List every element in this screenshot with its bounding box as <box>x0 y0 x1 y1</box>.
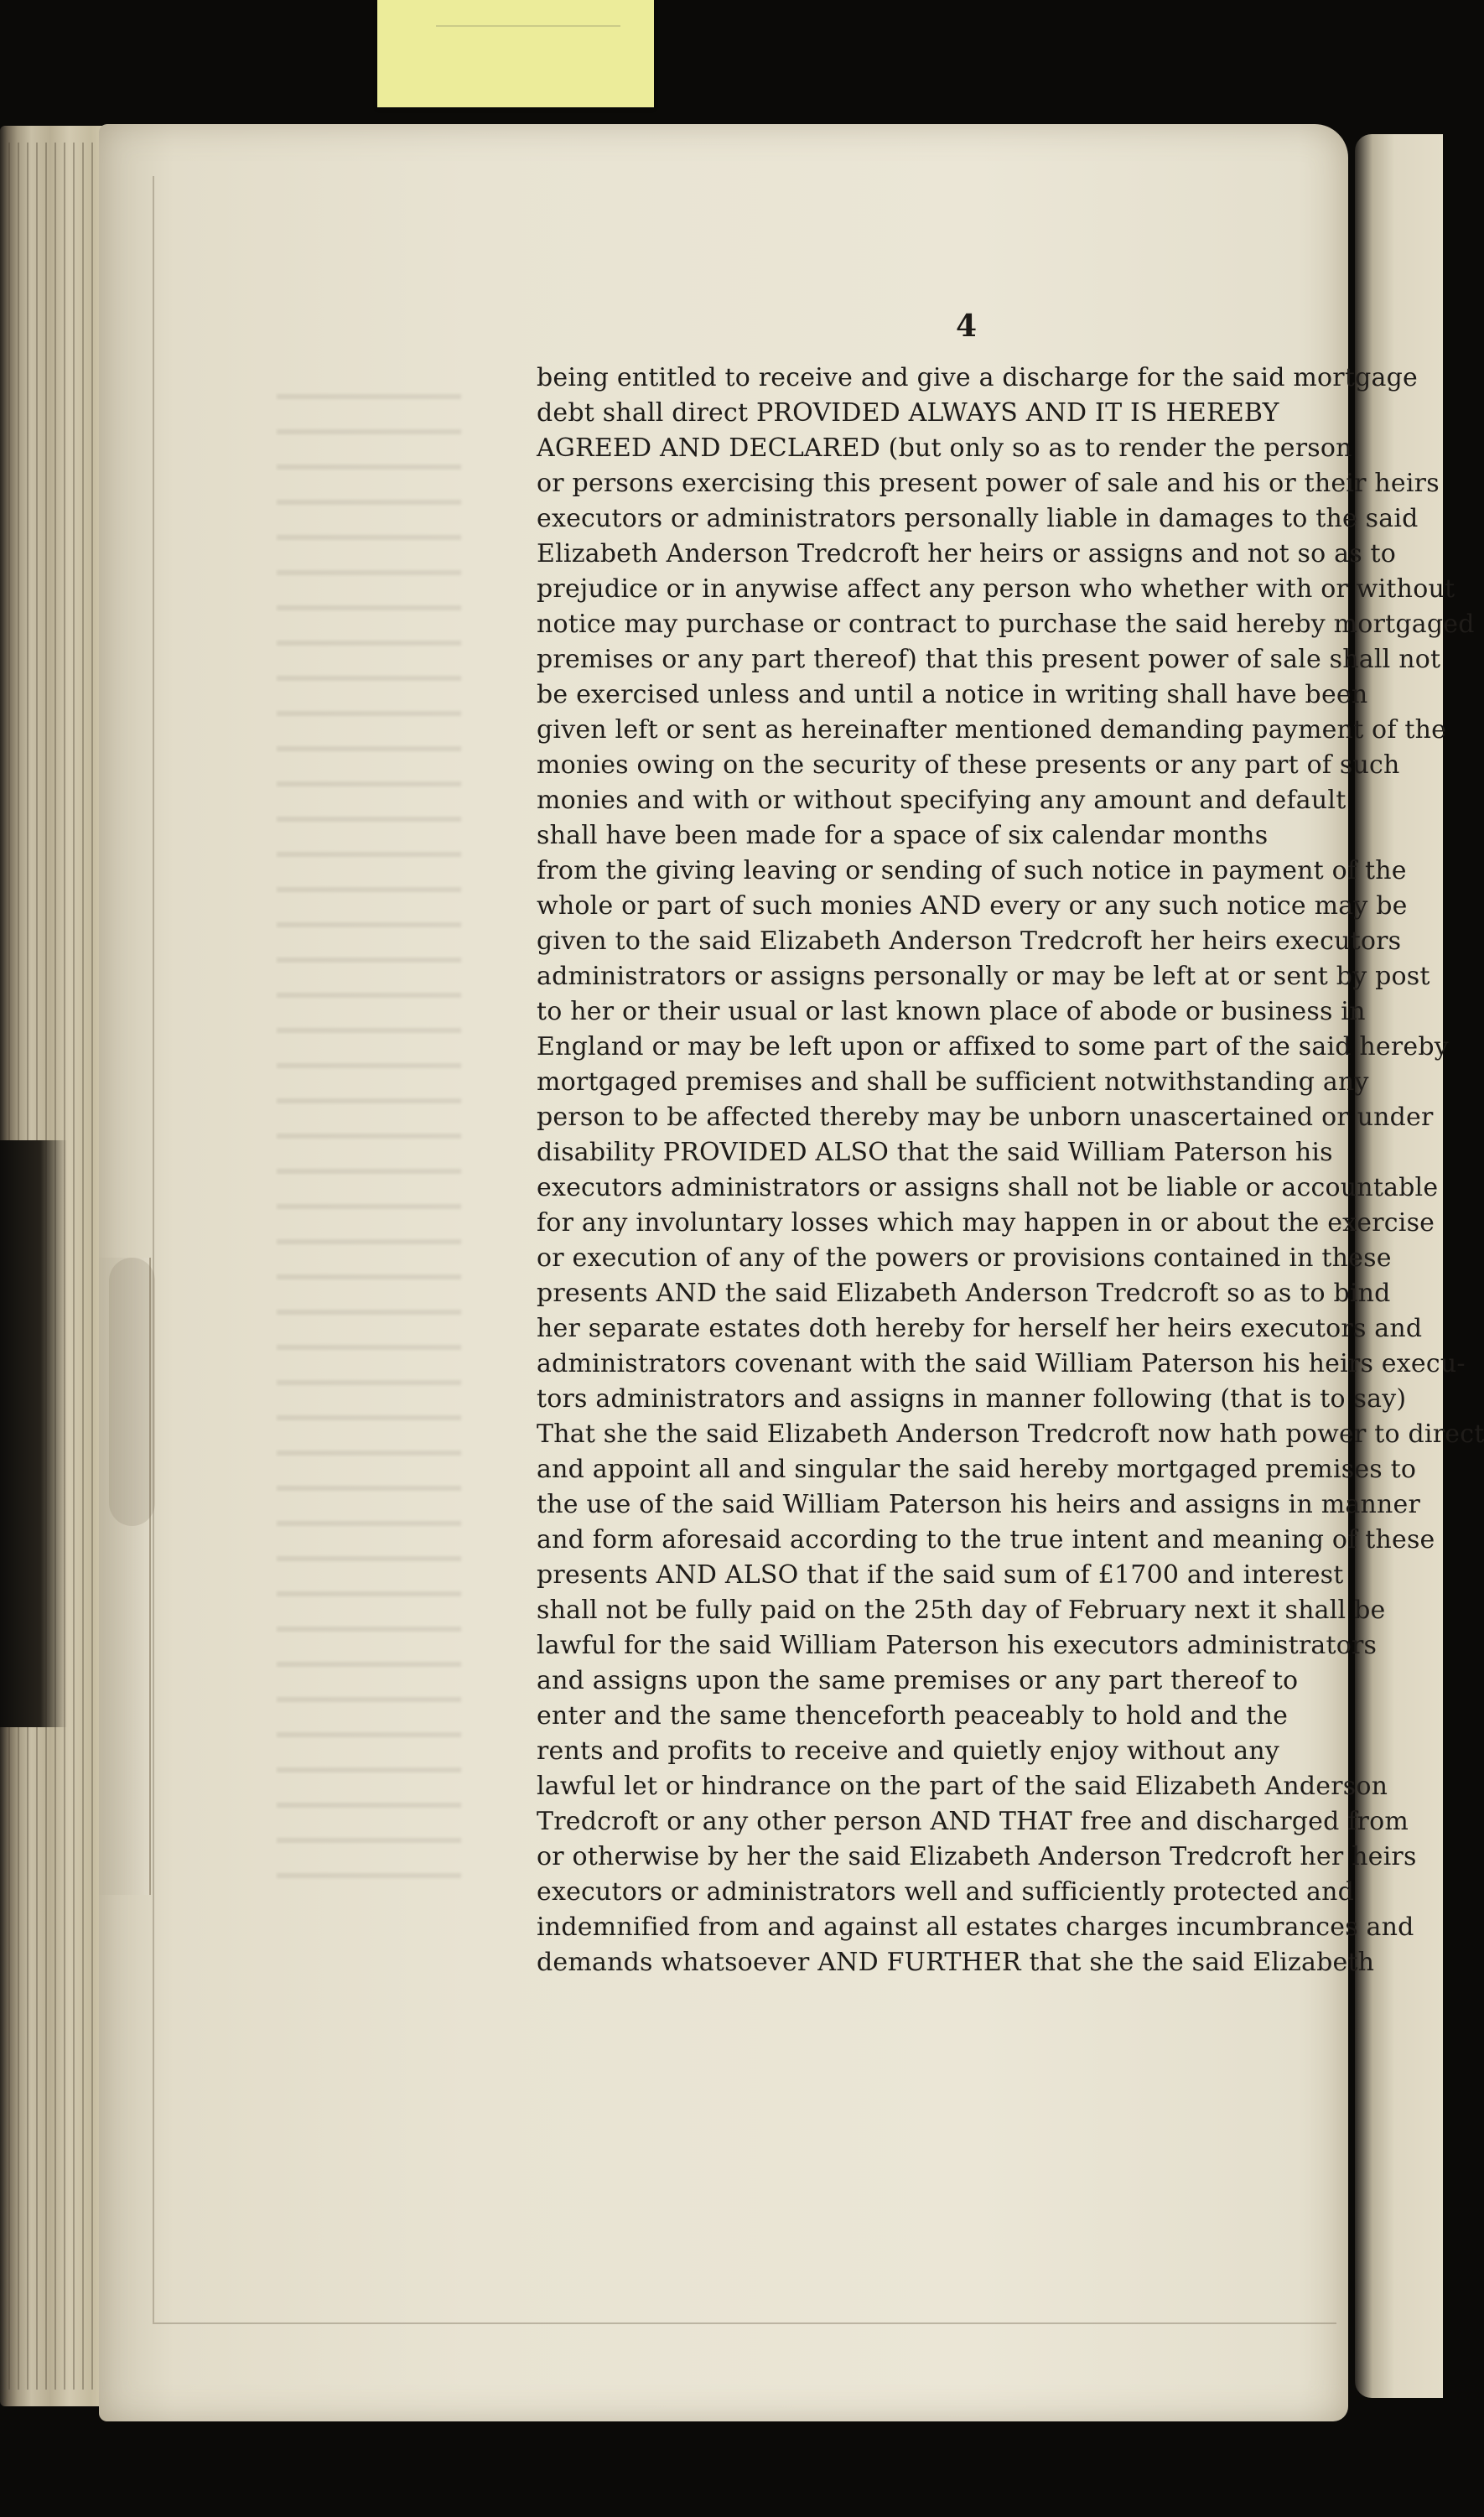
text-line: presents AND the said Elizabeth Anderson Tredcroft so as to bind <box>537 1279 1391 1308</box>
text-line: Elizabeth Anderson Tredcroft her heirs or assigns and not so as to <box>537 539 1397 568</box>
text-line: presents AND ALSO that if the said sum of £1700 and interest <box>537 1560 1344 1590</box>
text-line: or execution of any of the powers or provisions contained in these <box>537 1243 1392 1273</box>
text-line: debt shall direct PROVIDED ALWAYS AND IT IS HEREBY <box>537 398 1279 428</box>
text-line: executors or administrators well and sufficiently protected and <box>537 1877 1355 1907</box>
text-line: premises or any part thereof) that this present power of sale shall not <box>537 645 1441 674</box>
page-stain <box>109 1258 155 1526</box>
text-line: and assigns upon the same premises or any part thereof to <box>537 1666 1299 1695</box>
text-line: England or may be left upon or affixed to some part of the said hereby <box>537 1032 1449 1061</box>
text-line: enter and the same thenceforth peaceably to hold and the <box>537 1701 1289 1731</box>
text-line: tors administrators and assigns in manner following (that is to say) <box>537 1384 1407 1414</box>
text-line: AGREED AND DECLARED (but only so as to render the person <box>537 433 1352 463</box>
page-number: 4 <box>956 309 978 344</box>
text-line: administrators or assigns personally or may be left at or sent by post <box>537 962 1430 991</box>
text-line: the use of the said William Paterson his heirs and assigns in manner <box>537 1490 1420 1519</box>
text-line: That she the said Elizabeth Anderson Tredcroft now hath power to direct <box>537 1419 1484 1449</box>
text-line: given left or sent as hereinafter mentioned demanding payment of the <box>537 715 1447 745</box>
text-line: for any involuntary losses which may happen in or about the exercise <box>537 1208 1435 1238</box>
text-line: indemnified from and against all estates charges incumbrances and <box>537 1912 1414 1942</box>
text-line: shall not be fully paid on the 25th day of February next it shall be <box>537 1596 1386 1625</box>
binding-shadow <box>0 1140 67 1727</box>
text-line: being entitled to receive and give a discharge for the said mortgage <box>537 363 1418 392</box>
text-line: to her or their usual or last known place of abode or business in <box>537 997 1366 1026</box>
text-line: notice may purchase or contract to purchase the said hereby mortgaged <box>537 610 1475 639</box>
text-line: executors or administrators personally liable in damages to the said <box>537 504 1419 533</box>
text-line: prejudice or in anywise affect any person who whether with or without <box>537 574 1455 604</box>
text-line: executors administrators or assigns shall not be liable or accountable <box>537 1173 1439 1202</box>
text-line: be exercised unless and until a notice in writing shall have been <box>537 680 1368 709</box>
text-line: administrators covenant with the said William Paterson his heirs execu- <box>537 1349 1466 1378</box>
text-line: whole or part of such monies AND every or any such notice may be <box>537 891 1408 921</box>
text-line: mortgaged premises and shall be sufficient notwithstanding any <box>537 1067 1369 1097</box>
text-line: given to the said Elizabeth Anderson Tredcroft her heirs executors <box>537 926 1402 956</box>
bleed-through-text <box>277 369 461 1878</box>
text-line: monies and with or without specifying any amount and default <box>537 786 1346 815</box>
sticky-note-tab <box>377 0 654 107</box>
document-body <box>537 361 1484 2021</box>
text-line: or otherwise by her the said Elizabeth Anderson Tredcroft her heirs <box>537 1842 1417 1871</box>
text-line: and form aforesaid according to the true intent and meaning of these <box>537 1525 1435 1554</box>
text-line: and appoint all and singular the said hereby mortgaged premises to <box>537 1455 1417 1484</box>
text-line: lawful let or hindrance on the part of the said Elizabeth Anderson <box>537 1772 1388 1801</box>
text-line: disability PROVIDED ALSO that the said William Paterson his <box>537 1138 1333 1167</box>
text-line: person to be affected thereby may be unborn unascertained or under <box>537 1103 1434 1132</box>
text-line: Tredcroft or any other person AND THAT free and discharged from <box>537 1807 1409 1836</box>
text-line: monies owing on the security of these presents or any part of such <box>537 750 1400 780</box>
text-line: shall have been made for a space of six calendar months <box>537 821 1269 850</box>
text-line: lawful for the said William Paterson his executors administrators <box>537 1631 1378 1660</box>
text-line: from the giving leaving or sending of such notice in payment of the <box>537 856 1407 885</box>
text-line: demands whatsoever AND FURTHER that she the said Elizabeth <box>537 1948 1375 1977</box>
text-line: rents and profits to receive and quietly enjoy without any <box>537 1736 1280 1766</box>
sticky-note-marks <box>436 25 620 60</box>
text-line: her separate estates doth hereby for herself her heirs executors and <box>537 1314 1423 1343</box>
text-line: or persons exercising this present power of sale and his or their heirs <box>537 469 1440 498</box>
